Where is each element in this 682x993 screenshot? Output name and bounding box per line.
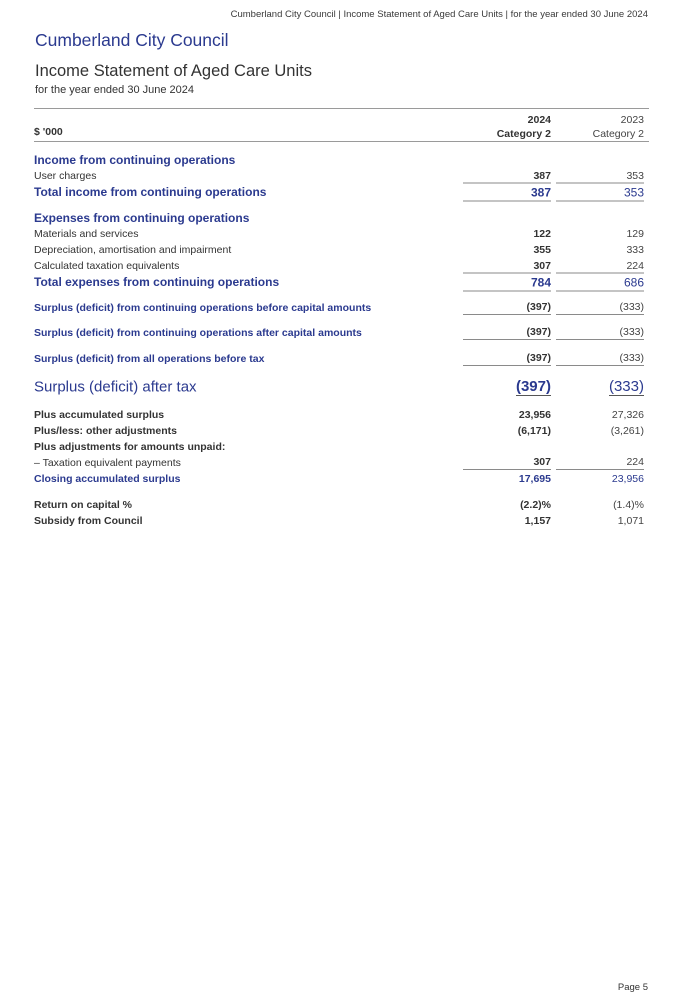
table-row-total-expenses: Total expenses from continuing operations 784 686	[34, 274, 649, 290]
column-current-category: Category 2	[496, 128, 551, 140]
column-prior-category: Category 2	[592, 128, 644, 140]
table-row-surplus-before-tax: Surplus (deficit) from all operations before tax (397) (333)	[34, 352, 644, 365]
table-row-depreciation: Depreciation, amortisation and impairment 355 333	[34, 244, 644, 256]
column-current-year: 2024	[527, 114, 551, 126]
table-row-tax-payments: – Taxation equivalent payments 307 224	[34, 456, 644, 469]
table-row-user-charges: User charges 387 353	[34, 170, 644, 182]
page-title: Income Statement of Aged Care Units	[35, 62, 312, 80]
unpaid-adjustments-heading: Plus adjustments for amounts unpaid:	[34, 441, 226, 453]
income-section-heading: Income from continuing operations	[34, 153, 236, 167]
unit-label: $ '000	[34, 126, 63, 138]
table-row-total-income: Total income from continuing operations 387 353	[34, 184, 649, 200]
table-row-surplus-before-capital: Surplus (deficit) from continuing operations before capital amounts (397) (333)	[34, 301, 644, 314]
table-row-surplus-after-tax: Surplus (deficit) after tax (397) (333)	[34, 378, 644, 396]
table-header-row	[34, 109, 649, 142]
page-subtitle: for the year ended 30 June 2024	[35, 84, 195, 96]
page-number: Page 5	[617, 982, 648, 993]
table-row-other-adjustments: Plus/less: other adjustments (6,171) (3,261)	[34, 425, 644, 437]
table-row-closing-surplus: Closing accumulated surplus 17,695 23,956	[34, 473, 644, 485]
column-prior-header	[593, 113, 644, 141]
table-row-materials: Materials and services 122 129	[34, 228, 644, 240]
organisation-name: Cumberland City Council	[35, 30, 229, 50]
column-prior-year: 2023	[620, 114, 644, 126]
income-statement-table	[34, 108, 649, 529]
column-current-header	[497, 113, 551, 141]
table-row-tax-equivalents: Calculated taxation equivalents 307 224	[34, 260, 644, 272]
expenses-section-heading: Expenses from continuing operations	[34, 211, 250, 225]
table-row-surplus-after-capital: Surplus (deficit) from continuing operations after capital amounts (397) (333)	[34, 326, 644, 339]
running-header: Cumberland City Council | Income Statement of Aged Care Units | for the year ended 30 June 2024	[230, 9, 648, 20]
table-row-plus-accumulated: Plus accumulated surplus 23,956 27,326	[34, 409, 644, 421]
table-row-subsidy: Subsidy from Council 1,157 1,071	[34, 515, 644, 527]
table-row-return-on-capital: Return on capital % (2.2)% (1.4)%	[34, 499, 644, 511]
